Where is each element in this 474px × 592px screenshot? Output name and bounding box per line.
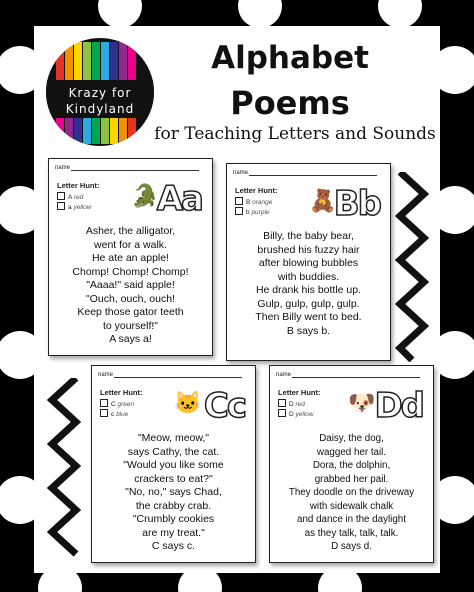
name-line	[114, 377, 242, 378]
poem-line: A says a!	[109, 333, 152, 345]
hunt-letter: c	[111, 411, 115, 418]
name-line	[71, 170, 199, 171]
name-label: name	[98, 372, 114, 378]
poem-line: They doodle on the driveway	[288, 487, 415, 498]
poem-line: Asher, the alligator,	[85, 225, 176, 237]
poem-line: grabbed her pail.	[314, 473, 389, 485]
poem-line: Chomp! Chomp! Chomp!	[72, 265, 189, 278]
checkbox[interactable]	[278, 399, 286, 407]
poem-line: He drank his bottle up.	[255, 284, 362, 296]
poem-text	[231, 230, 386, 338]
zigzag-decoration-right	[392, 172, 432, 362]
letter-hunt-label: Letter Hunt:	[278, 388, 321, 397]
checkbox[interactable]	[278, 409, 286, 417]
hunt-color: yellow	[295, 411, 314, 418]
hunt-color: green	[117, 401, 135, 408]
poem-line: wagged her tail.	[316, 446, 387, 458]
checkbox[interactable]	[57, 202, 65, 210]
letter-pair: Cc	[203, 386, 245, 426]
name-line	[249, 175, 377, 176]
poem-line: after blowing bubbles	[258, 257, 359, 269]
checkbox[interactable]	[100, 409, 108, 417]
hunt-option-2	[57, 202, 92, 211]
poem-line: Gulp, gulp, gulp, gulp.	[257, 297, 360, 310]
hunt-letter: B	[246, 199, 251, 206]
poem-line: "Meow, meow,"	[137, 432, 210, 444]
poem-line: D says d.	[331, 541, 372, 552]
name-label: name	[233, 170, 249, 176]
poem-line: He ate an apple!	[91, 252, 170, 264]
poem-line: brushed his fuzzy hair	[257, 243, 360, 256]
bear-icon: 🧸	[309, 188, 337, 213]
poem-line: "Ouch, ouch, ouch!	[86, 292, 175, 305]
poem-line: Billy, the baby bear,	[263, 230, 354, 242]
poem-card-a	[48, 158, 213, 356]
poem-line: Daisy, the dog,	[319, 433, 384, 444]
poem-line: "No, no," says Chad,	[125, 486, 222, 498]
cat-icon: 🐱	[174, 390, 202, 415]
hunt-color: blue	[116, 411, 129, 418]
name-line	[292, 377, 420, 378]
poem-line: with buddies.	[277, 270, 340, 283]
poem-line: "Would you like some	[123, 459, 224, 471]
poem-line: B says b.	[286, 324, 331, 337]
poem-line: the crabby crab.	[135, 499, 212, 512]
poem-line: with sidewalk chalk	[309, 500, 394, 512]
hunt-color: orange	[252, 199, 273, 206]
poem-text	[96, 432, 251, 554]
hunt-option-1	[57, 192, 83, 201]
hunt-option-2	[235, 207, 270, 216]
hunt-color: red	[295, 401, 305, 408]
poem-card-d	[269, 365, 434, 563]
hunt-option-1	[278, 399, 305, 408]
poem-text	[53, 225, 208, 347]
checkbox[interactable]	[235, 207, 243, 215]
poem-line: "Crumbly cookies	[132, 513, 215, 525]
krazy-for-kindyland-logo	[46, 38, 154, 146]
name-label: name	[276, 372, 292, 378]
poem-line: says Cathy, the cat.	[127, 445, 220, 458]
poem-line: C says c.	[151, 540, 196, 552]
poem-text	[274, 432, 429, 554]
letter-hunt-label: Letter Hunt:	[100, 388, 143, 397]
hunt-color: red	[73, 194, 84, 201]
checkbox[interactable]	[100, 399, 108, 407]
letter-pair: Aa	[156, 179, 202, 219]
page-title-line-1: Alphabet	[211, 40, 369, 76]
hunt-letter: C	[111, 401, 116, 408]
hunt-letter: D	[289, 401, 294, 408]
letter-pair: Dd	[374, 386, 423, 426]
zigzag-decoration-left	[44, 378, 84, 558]
logo-line-2: Kindyland	[65, 102, 135, 116]
hunt-option-1	[235, 197, 272, 206]
logo-line-1: Krazy for	[68, 86, 132, 100]
hunt-option-2	[278, 409, 314, 418]
poem-line: Keep those gator teeth	[77, 306, 184, 318]
poem-card-c	[91, 365, 256, 563]
poem-card-b	[226, 163, 391, 361]
hunt-option-1	[100, 399, 134, 408]
poem-line: Dora, the dolphin,	[312, 460, 391, 471]
letter-pair: Bb	[333, 184, 380, 224]
poem-line: to yourself!"	[102, 319, 159, 332]
page-title-line-2: Poems	[230, 84, 350, 122]
poem-line: crackers to eat?"	[134, 472, 213, 485]
hunt-letter: b	[246, 209, 250, 216]
letter-hunt-label: Letter Hunt:	[57, 181, 100, 190]
checkbox[interactable]	[235, 197, 243, 205]
poem-line: went for a walk.	[94, 238, 167, 251]
hunt-letter: D	[289, 411, 294, 418]
hunt-letter: A	[68, 194, 72, 201]
hunt-color: yellow	[73, 204, 92, 211]
poem-line: as they talk, talk, talk.	[304, 527, 399, 539]
alligator-icon: 🐊	[131, 183, 159, 208]
name-label: name	[55, 165, 71, 171]
letter-hunt-label: Letter Hunt:	[235, 186, 278, 195]
dog-icon: 🐶	[348, 390, 376, 415]
poem-line: Then Billy went to bed.	[255, 311, 362, 323]
checkbox[interactable]	[57, 192, 65, 200]
hunt-color: purple	[251, 209, 270, 216]
poem-line: and dance in the daylight	[297, 514, 406, 525]
hunt-option-2	[100, 409, 128, 418]
page-subtitle: for Teaching Letters and Sounds	[154, 124, 436, 144]
hunt-letter: a	[68, 204, 72, 211]
poem-line: "Aaaa!" said apple!	[86, 279, 175, 291]
poem-line: are my treat."	[142, 526, 205, 539]
